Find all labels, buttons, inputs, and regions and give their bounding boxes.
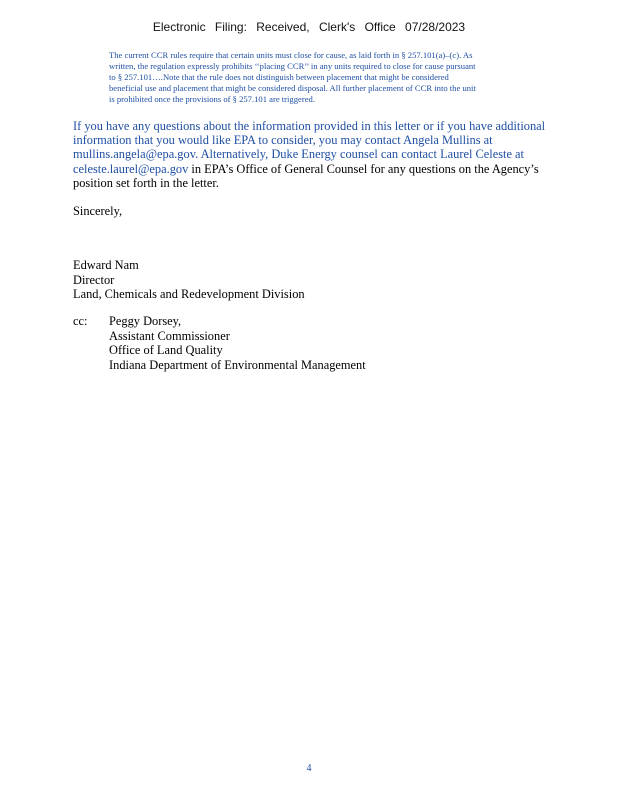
regulation-quote [109,50,549,105]
quote-line: beneficial use and placement that might be considered disposal. All further placement of CCR into the unit [109,83,476,93]
signer-name: Edward Nam [73,258,139,272]
quote-line: The current CCR rules require that certain units must close for cause, as laid forth in § 257.101(a)–(c). As [109,50,473,60]
cc-line: Peggy Dorsey, [109,314,182,328]
paragraph-line: If you have any questions about the information provided in this letter or if you have additional [73,119,546,133]
cc-label: cc: [73,314,88,328]
closing-salutation: Sincerely, [73,204,123,218]
paragraph-line: information that you would like EPA to consider, you may contact Angela Mullins at [73,133,493,148]
paragraph-text: in EPA’s Office of General Counsel for any questions on the Agency’s [188,161,539,176]
cc-line: Indiana Department of Environmental Management [109,357,366,372]
signature-block [73,258,305,302]
cc-line: Assistant Commissioner [109,328,230,343]
paragraph-line [73,162,593,176]
contact-paragraph [73,119,593,190]
signer-division: Land, Chemicals and Redevelopment Division [73,287,305,302]
quote-line: written, the regulation expressly prohibits ‘‘placing CCR’’ in any units required to close for cause pursuant [109,61,476,71]
cc-line: Office of Land Quality [109,343,223,358]
counsel-email: celeste.laurel@epa.gov [73,161,189,176]
cc-recipient [109,314,366,372]
signer-title: Director [73,272,115,287]
quote-line: is prohibited once the provisions of § 257.101 are triggered. [109,94,315,104]
page-number: 4 [306,763,312,774]
filing-stamp: Electronic Filing: Received, Clerk's Office 07/28/2023 [152,20,466,34]
paragraph-line: position set forth in the letter. [73,175,219,190]
quote-line: to § 257.101….Note that the rule does not distinguish between placement that might be considered [109,72,449,82]
paragraph-line: mullins.angela@epa.gov. Alternatively, Duke Energy counsel can contact Laurel Celeste at [73,147,525,162]
